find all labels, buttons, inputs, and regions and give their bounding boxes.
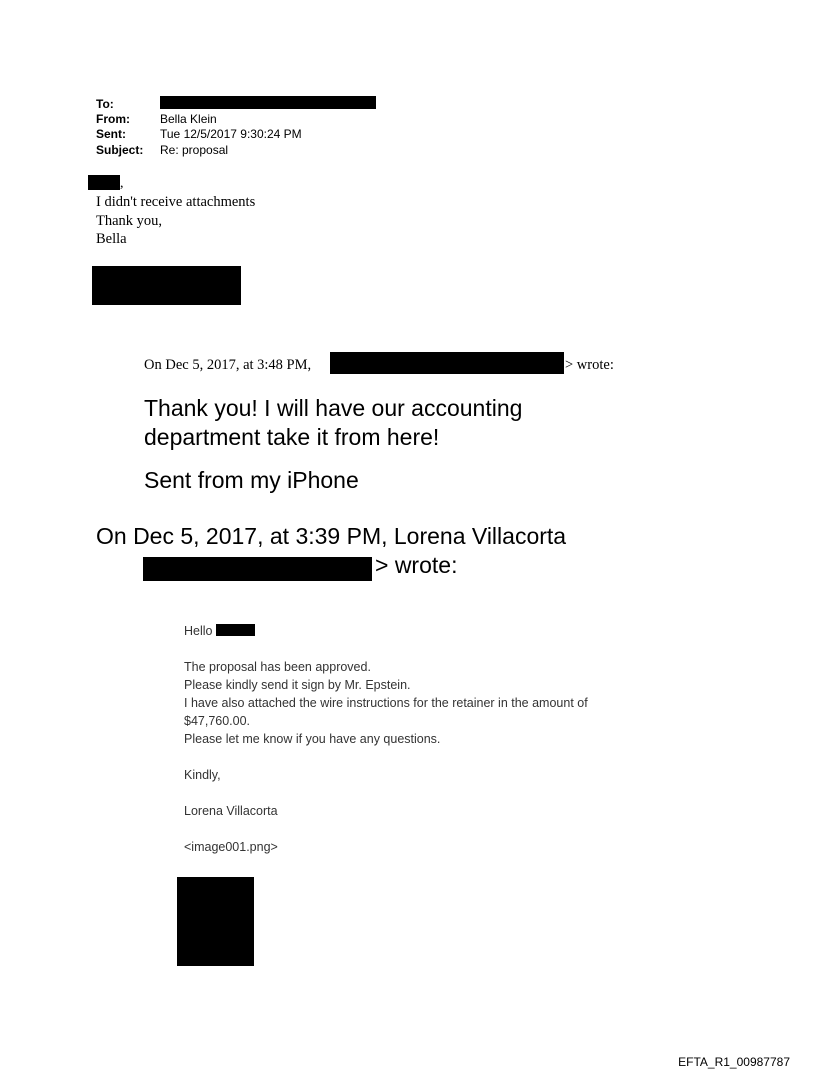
body-line: Please kindly send it sign by Mr. Epstein. — [184, 678, 411, 692]
image-redaction — [177, 877, 254, 966]
quote1-intro — [144, 357, 311, 374]
signature-redaction — [92, 266, 241, 305]
reply-line: Bella — [96, 231, 127, 247]
quote1-signature: Sent from my iPhone — [144, 467, 359, 493]
quote1-message-line: department take it from here! — [144, 424, 440, 450]
body-greeting-text: Hello — [184, 624, 213, 638]
to-redaction — [160, 96, 376, 109]
subject-value: Re: proposal — [160, 143, 229, 157]
reply-line: Thank you, — [96, 212, 163, 229]
body-attachment: <image001.png> — [184, 840, 278, 854]
body-signature-name: Lorena Villacorta — [184, 804, 278, 818]
body-line: $47,760.00. — [184, 714, 251, 728]
quote1-message-line: Thank you! I will have our accounting — [144, 395, 523, 421]
to-label: To: — [96, 97, 114, 111]
body-closing: Kindly, — [184, 768, 221, 782]
subject-label: Subject: — [96, 143, 144, 157]
quote1-message — [144, 394, 522, 452]
body-greeting-redaction — [216, 624, 255, 636]
body-line: The proposal has been approved. — [184, 660, 371, 674]
quote1-sender-redaction — [330, 352, 564, 374]
bates-number: EFTA_R1_00987787 — [678, 1055, 790, 1069]
quote1-intro-suffix: > wrote: — [565, 357, 614, 373]
from-value: Bella Klein — [160, 112, 217, 126]
from-row — [96, 112, 217, 127]
quote2-email-redaction — [143, 557, 372, 581]
quote2-intro-line-1: On Dec 5, 2017, at 3:39 PM, Lorena Villacorta — [96, 523, 567, 549]
reply-body — [96, 193, 255, 249]
body-line: Please let me know if you have any questions. — [184, 732, 441, 746]
to-row — [96, 97, 160, 112]
quote1-intro-prefix: On Dec 5, 2017, at 3:48 PM, — [144, 357, 312, 373]
reply-line: I didn't receive attachments — [96, 194, 256, 210]
quote2-intro-line-2: > wrote: — [375, 552, 458, 578]
sent-row — [96, 127, 302, 142]
body-line: I have also attached the wire instructions for the retainer in the amount of — [184, 696, 588, 710]
body-greeting — [184, 624, 213, 638]
sent-label: Sent: — [96, 127, 126, 141]
greeting-comma: , — [120, 176, 124, 191]
subject-row — [96, 143, 228, 158]
greeting-name-redaction — [88, 175, 120, 190]
sent-value: Tue 12/5/2017 9:30:24 PM — [160, 127, 302, 141]
from-label: From: — [96, 112, 130, 126]
